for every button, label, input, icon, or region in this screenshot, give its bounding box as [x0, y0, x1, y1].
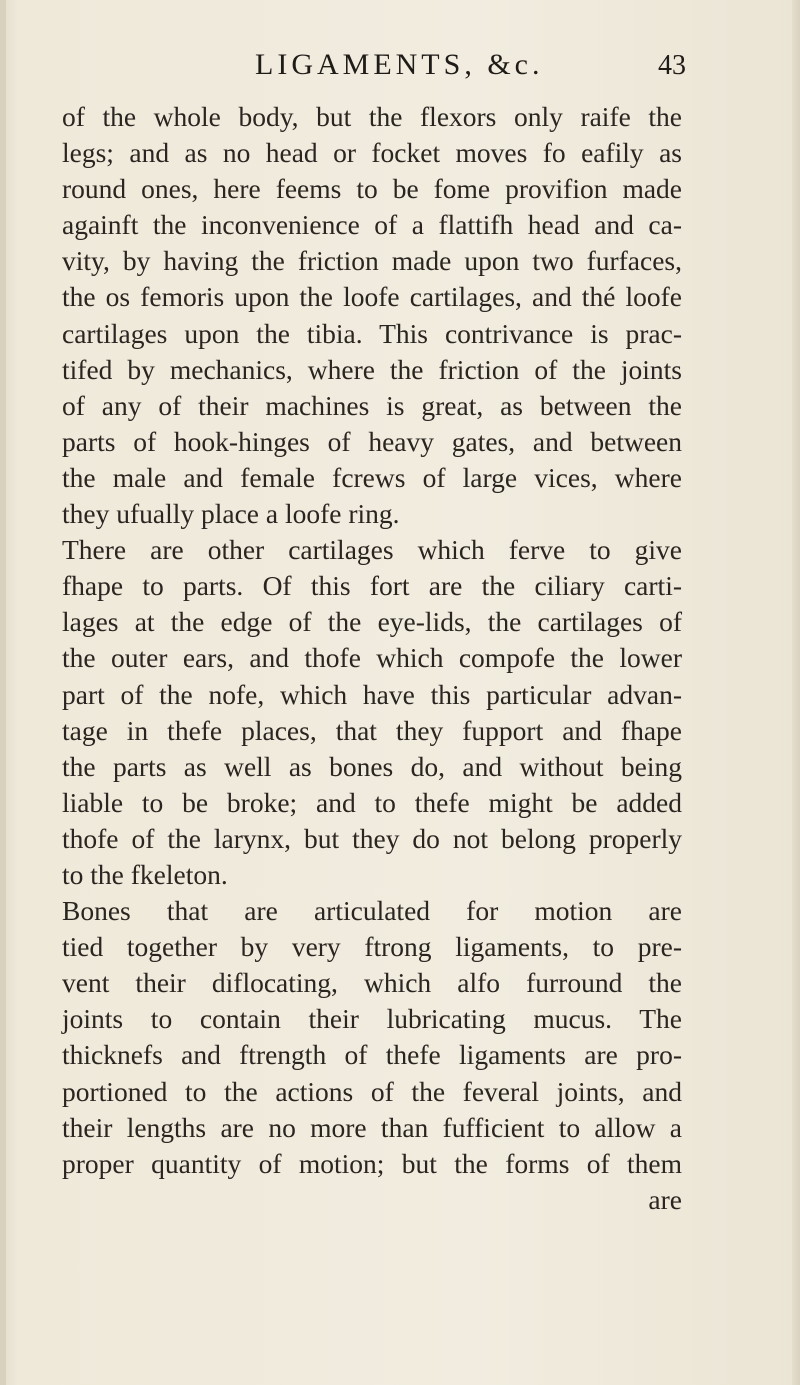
text-line: their lengths are no more than fufficient to allow a	[62, 1111, 682, 1143]
text-line: the os femoris upon the loofe cartilages, and thé loofe	[62, 281, 682, 313]
text-line: thofe of the larynx, but they do not belong properly	[62, 822, 682, 854]
text-line: legs; and as no head or focket moves fo eafily as	[62, 137, 682, 169]
text-line: to the fkeleton.	[62, 858, 228, 890]
text-line: the parts as well as bones do, and without being	[62, 750, 682, 782]
text-line: part of the nofe, which have this particular advan-	[62, 678, 682, 710]
text-line: liable to be broke; and to thefe might be added	[62, 786, 682, 818]
text-line: the outer ears, and thofe which compofe the lower	[62, 642, 682, 674]
text-line: againft the inconvenience of a flattifh head and ca-	[62, 209, 682, 241]
paragraph-start-line: There are other cartilages which ferve to give	[62, 534, 682, 566]
running-head: LIGAMENTS, &c.	[255, 48, 544, 81]
text-line: of any of their machines is great, as between the	[62, 389, 682, 421]
text-line: lages at the edge of the eye-lids, the cartilages of	[62, 606, 682, 638]
text-line: the male and female fcrews of large vices, where	[62, 461, 682, 493]
catchword: are	[648, 1183, 682, 1215]
text-line: vent their diflocating, which alfo furround the	[62, 967, 682, 999]
text-line: they ufually place a loofe ring.	[62, 498, 400, 530]
body-text	[62, 99, 682, 1218]
text-line: fhape to parts. Of this fort are the ciliary carti-	[62, 570, 682, 602]
text-line: thicknefs and ftrength of thefe ligaments are pro-	[62, 1039, 682, 1071]
text-line: proper quantity of motion; but the forms of them	[62, 1147, 682, 1179]
text-line: parts of hook-hinges of heavy gates, and between	[62, 425, 682, 457]
page-number: 43	[658, 50, 686, 81]
text-line: portioned to the actions of the feveral joints, and	[62, 1075, 682, 1107]
text-line: vity, by having the friction made upon two furfaces,	[62, 245, 682, 277]
page-gutter-edge	[0, 0, 6, 1385]
text-line: joints to contain their lubricating mucus. The	[62, 1003, 682, 1035]
text-line: of the whole body, but the flexors only raife the	[62, 101, 682, 132]
text-line: tifed by mechanics, where the friction of the joints	[62, 353, 682, 385]
text-line: tied together by very ftrong ligaments, to pre-	[62, 931, 682, 963]
text-line: round ones, here feems to be fome provifion made	[62, 173, 682, 205]
paragraph-start-line: Bones that are articulated for motion are	[62, 895, 682, 927]
page-fore-edge	[792, 0, 800, 1385]
text-line: cartilages upon the tibia. This contrivance is prac-	[62, 317, 682, 349]
page-header	[60, 48, 686, 88]
text-line: tage in thefe places, that they fupport and fhape	[62, 714, 682, 746]
